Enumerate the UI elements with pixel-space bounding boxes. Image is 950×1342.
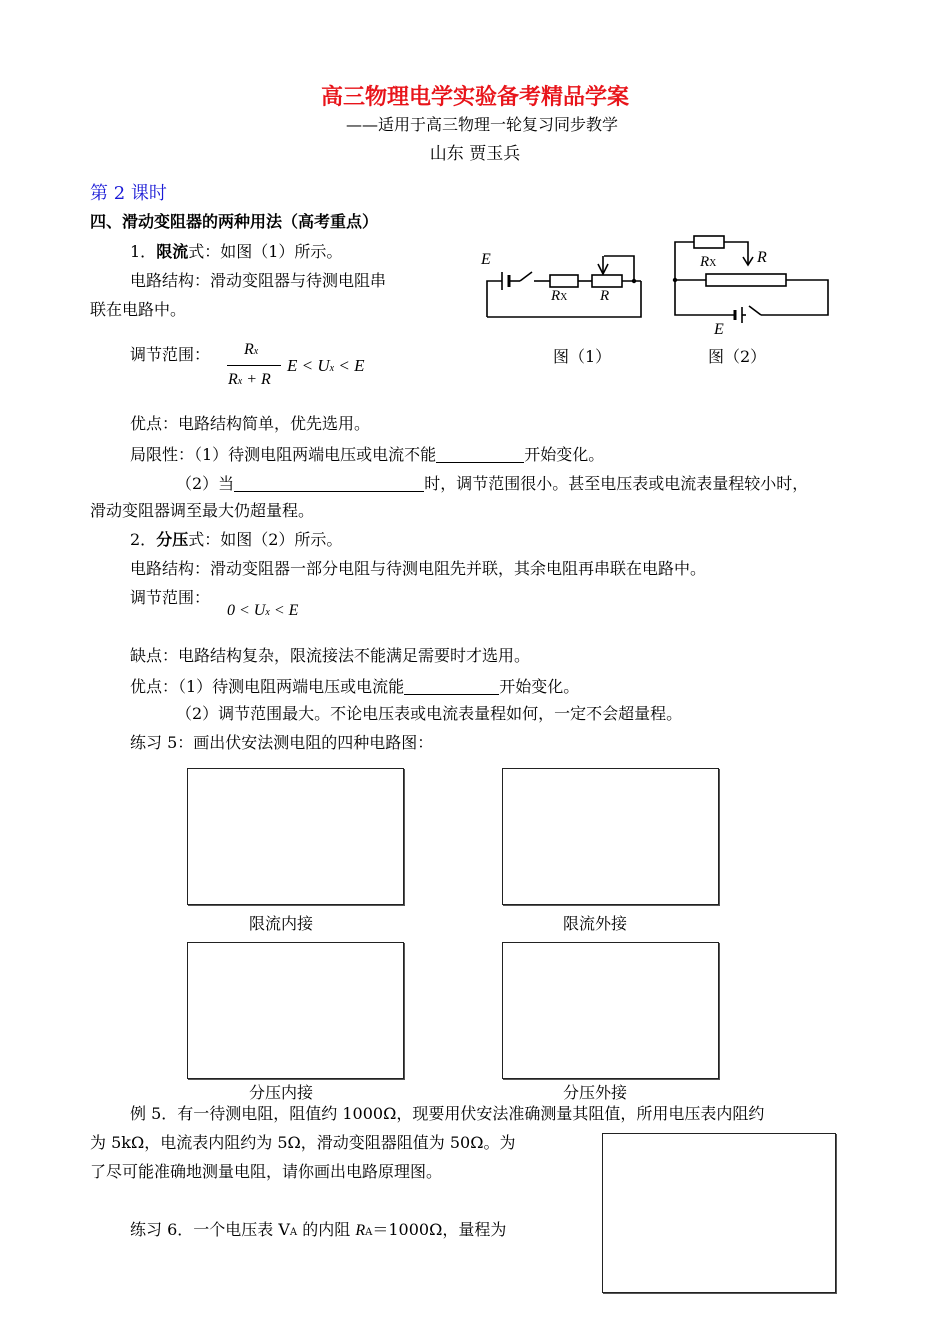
fig1-label-e: E	[481, 251, 491, 268]
figure-1-circuit	[478, 244, 653, 324]
drawing-box-divider-internal[interactable]	[187, 942, 404, 1079]
fig1-label-r: R	[600, 288, 610, 304]
drawing-box-example5[interactable]	[602, 1133, 836, 1293]
limit-structure-2: 联在电路中。	[90, 300, 187, 319]
limit-drawback-1: 局限性：（1）待测电阻两端电压或电流不能 开始变化。	[130, 445, 605, 464]
limit-tail: 式：如图（1）所示。	[188, 242, 343, 261]
frac-numerator: Rx	[244, 341, 259, 358]
limit-heading	[130, 244, 342, 260]
limit-name: 限流	[156, 242, 189, 261]
frac-denominator: Rx + R	[228, 371, 271, 388]
fig1-wire-left	[487, 281, 502, 317]
limit-num: 1．	[130, 242, 157, 261]
fig2-resistor-rx	[694, 236, 724, 248]
caption-divider-internal: 分压内接	[249, 1083, 314, 1102]
example5-line3: 了尽可能准确地测量电阻，请你画出电路原理图。	[90, 1162, 443, 1181]
figure-2-caption: 图（2）	[708, 347, 767, 366]
figure-1-caption: 图（1）	[553, 347, 612, 366]
caption-limit-external: 限流外接	[563, 914, 628, 933]
caption-limit-internal: 限流内接	[249, 914, 314, 933]
exercise5-prompt: 练习 5：画出伏安法测电阻的四种电路图：	[130, 733, 434, 752]
divider-heading: 2．分压式：如图（2）所示。	[130, 530, 343, 549]
divider-drawback: 缺点：电路结构复杂，限流接法不能满足需要时才选用。	[130, 646, 531, 665]
fig1-label-rx: RX	[551, 288, 568, 304]
limit-structure-1: 电路结构：滑动变阻器与待测电阻串	[130, 271, 387, 290]
limit-advantage: 优点：电路结构简单，优先选用。	[130, 414, 371, 433]
page-title: 高三物理电学实验备考精品学案	[320, 84, 629, 110]
divider-range-label: 调节范围：	[130, 588, 211, 607]
author: 山东 贾玉兵	[429, 144, 521, 164]
example5-line1: 例 5．有一待测电阻，阻值约 1000Ω，现要用伏安法准确测量其阻值，所用电压表内阻约	[130, 1104, 765, 1123]
fig1-rheostat	[592, 275, 622, 287]
fill-blank-2[interactable]	[234, 474, 424, 492]
fig2-label-e: E	[714, 321, 724, 338]
fig2-wire-top-left	[675, 242, 694, 280]
drawing-box-divider-external[interactable]	[502, 942, 719, 1079]
divider-advantage-1: 优点：（1）待测电阻两端电压或电流能 开始变化。	[130, 677, 580, 696]
exercise6-line: 练习 6．一个电压表 VA 的内阻 RA＝1000Ω，量程为	[130, 1220, 507, 1239]
page-subtitle: ——适用于高三物理一轮复习同步教学	[345, 115, 618, 134]
divider-structure: 电路结构：滑动变阻器一部分电阻与待测电阻先并联，其余电阻再串联在电路中。	[130, 559, 707, 578]
fig2-label-r: R	[757, 249, 767, 266]
drawing-box-limit-external[interactable]	[502, 768, 719, 905]
fig2-label-rx: RX	[700, 254, 717, 270]
limit-drawback-3: 滑动变阻器调至最大仍超量程。	[90, 501, 315, 520]
drawing-box-limit-internal[interactable]	[187, 768, 404, 905]
section-title: 四、滑动变阻器的两种用法（高考重点）	[90, 212, 379, 231]
divider-advantage-2: （2）调节范围最大。不论电压表或电流表量程如何，一定不会超量程。	[176, 704, 683, 723]
limit-drawback-2: （2）当 时，调节范围很小。甚至电压表或电流表量程较小时，	[176, 474, 809, 493]
divider-inequality: 0 < Ux < E	[227, 602, 299, 619]
figure-2-circuit	[666, 234, 836, 339]
caption-divider-external: 分压外接	[563, 1083, 628, 1102]
example5-line2: 为 5kΩ，电流表内阻约为 5Ω，滑动变阻器阻值为 50Ω。为	[90, 1133, 516, 1152]
fig2-switch	[749, 306, 761, 315]
fill-blank-1[interactable]	[436, 445, 524, 463]
lesson-label: 第 2 课时	[90, 183, 167, 204]
fig2-rheostat	[706, 274, 786, 286]
fraction-bar	[227, 365, 281, 366]
limit-range-label: 调节范围：	[130, 345, 211, 364]
fig1-switch	[520, 272, 532, 281]
fill-blank-3[interactable]	[404, 677, 499, 695]
fig1-resistor-rx	[550, 275, 578, 287]
limit-inequality: E < Ux < E	[287, 356, 365, 375]
